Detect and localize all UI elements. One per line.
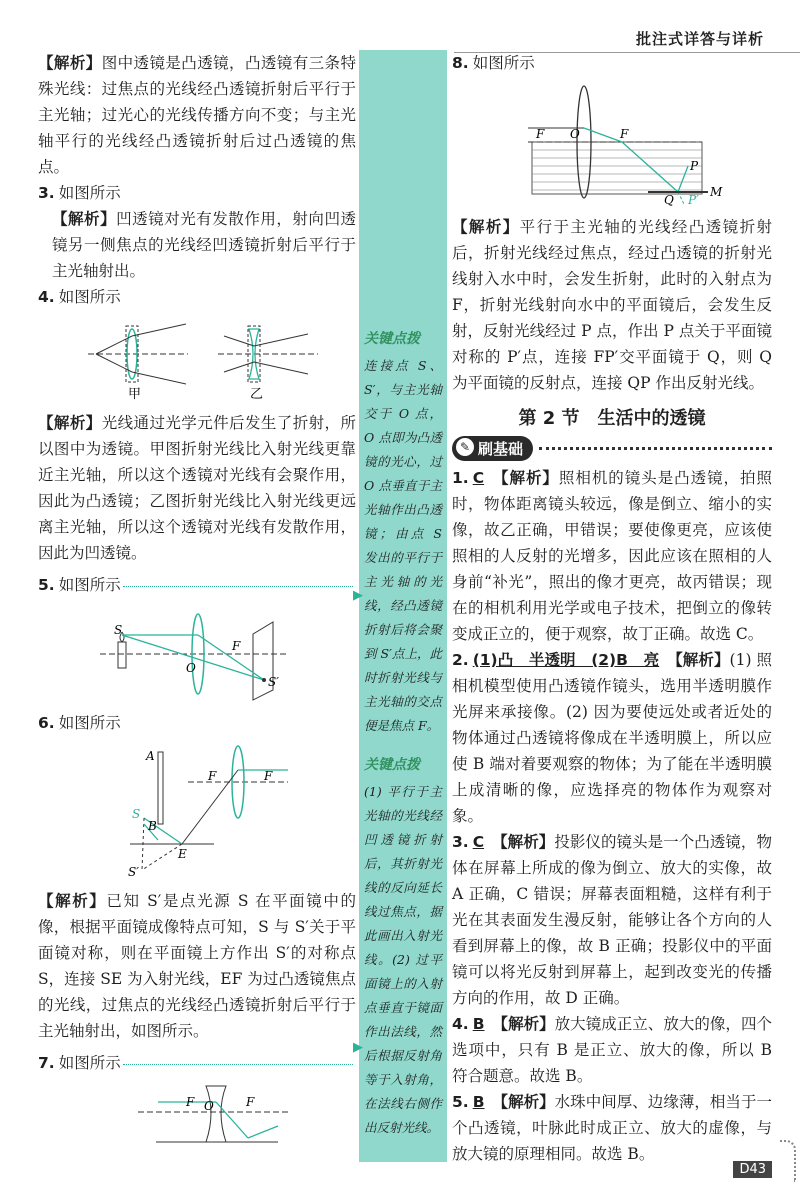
keypoint-text-1: 连接点 S、S′，与主光轴交于 O 点，O 点即为凸透镜的光心，过 O 点垂直于主光轴作出凸透镜；由点 S 发出的平行于主光轴的光线，经凸透镜折射后将会聚到 S′点上，此时折射光线与主光轴的交点便是焦点 F。: [364, 358, 442, 733]
q3-heading: [38, 180, 356, 206]
right-column: [452, 50, 772, 1167]
label-F-right: F: [264, 769, 273, 783]
header-title: 批注式详答与详析: [635, 30, 764, 48]
q2-explanation: [38, 50, 356, 180]
leader-dots: [123, 1064, 353, 1065]
explanation-text: 已知 S′是点光源 S 在平面镜中的像，根据平面镜成像特点可知，S 与 S′关于平面镜对称，则在平面镜上方作出 S′的对称点 S，连接 SE 为入射光线，EF 为过凸透镜焦点的光线，过焦点的光线经凸透镜折射后平行于主光轴射出，如图所示。: [38, 892, 356, 1040]
answer-4: [452, 1011, 772, 1089]
explanation-text: 放大镜成正立、放大的像，四个选项中，只有 B 是正立、放大的像，所以 B 符合题意。故选 B。: [452, 1015, 772, 1085]
question-number: 3.: [38, 184, 55, 202]
explanation-text: 投影仪的镜头是一个凸透镜，物体在屏幕上所成的像为倒立、放大的实像，故 A 正确，C 错误；屏幕表面粗糙，这样有利于光在其表面发生漫反射，能够让各个方向的人看到屏幕上的像，故 B 正确；投影仪中的平面镜可以将光反射到屏幕上，起到改变光的传播方向的作用，故 D 正确。: [452, 833, 772, 1007]
q6-heading: [38, 710, 356, 736]
explanation-tag: 【解析】: [452, 217, 520, 236]
keypoint-content: [364, 326, 442, 1140]
label-P: P: [690, 159, 699, 173]
badge-dots: [539, 447, 772, 450]
leader-dots: [123, 586, 353, 587]
q8-explanation: [452, 214, 772, 396]
brush-icon: ✎: [456, 438, 474, 456]
label-O: O: [570, 127, 580, 141]
label-Q: Q: [664, 193, 674, 206]
badge-label: 刷基础: [478, 440, 524, 458]
explanation-text: 照相机的镜头是凸透镜，拍照时，物体距离镜头较远，像是倒立、缩小的实像，故乙正确，甲错误；要使像更亮，应该使照相的人反射的光增多，因此应该在照相的人身前“补光”，照出的像才更亮，故丙错误；现在的相机利用光学或电子技术，把倒立的像转变成正立的，便于观察，故丁正确。故选 C。: [452, 469, 772, 643]
question-number: 3.: [452, 833, 469, 851]
question-title: 如图所示: [58, 288, 121, 306]
question-title: 如图所示: [58, 1054, 121, 1072]
page-number: D43: [733, 1161, 772, 1178]
q8-heading: [452, 50, 772, 76]
explanation-tag: 【解析】: [492, 468, 559, 487]
keypoint-sidebar: [359, 50, 447, 1162]
label-B: B: [148, 819, 157, 833]
question-number: 8.: [452, 54, 469, 72]
answer-5: [452, 1089, 772, 1167]
q8-lens-figure: [452, 80, 772, 206]
pointer-arrow-icon: ▶: [353, 1040, 363, 1055]
q5-heading: [38, 572, 356, 598]
q4-heading: [38, 284, 356, 310]
label-P-prime: P′: [688, 193, 699, 206]
explanation-tag: 【解析】: [492, 832, 555, 851]
q4-lens-figure: [38, 314, 356, 402]
label-A: A: [146, 749, 155, 763]
q7-lens-figure: [38, 1080, 356, 1150]
answer-choice: (1)凸 半透明 (2)B 亮: [472, 651, 660, 669]
question-title: 如图所示: [472, 54, 535, 72]
q6-explanation: [38, 888, 356, 1044]
q6-lens-figure: [38, 740, 356, 880]
label-S-prime: S′: [268, 675, 279, 689]
label-O: O: [204, 1099, 214, 1113]
question-number: 2.: [452, 651, 469, 669]
q3-explanation: [38, 206, 356, 284]
basic-practice-badge: [452, 436, 533, 461]
question-number: 6.: [38, 714, 55, 732]
explanation-tag: 【解析】: [38, 413, 102, 432]
explanation-tag: 【解析】: [667, 650, 730, 669]
q7-heading: [38, 1050, 356, 1076]
badge-row: [452, 436, 772, 461]
keypoint-title-1: 关键点拨: [364, 331, 420, 347]
explanation-text: (1) 照相机模型使用凸透镜作镜头，选用半透明膜作光屏来承接像。(2) 因为要使远处或者近处的物体通过凸透镜将像成在半透明膜上，所以应使 B 端对着要观察的物体；为了能在半透明膜上成清晰的像，应选择亮的物体作为观察对象。: [452, 651, 772, 825]
question-title: 如图所示: [58, 714, 121, 732]
label-S-prime: S′: [128, 865, 139, 879]
question-number: 4.: [38, 288, 55, 306]
explanation-tag: 【解析】: [492, 1014, 555, 1033]
corner-decoration: [780, 1140, 796, 1182]
label-F-right: F: [620, 127, 629, 141]
question-number: 5.: [38, 576, 55, 594]
explanation-text: 凹透镜对光有发散作用，射向凹透镜另一侧焦点的光线经凹透镜折射后平行于主光轴射出。: [52, 210, 356, 280]
label-F-right: F: [246, 1095, 255, 1109]
explanation-tag: 【解析】: [38, 53, 102, 72]
answer-2: [452, 647, 772, 829]
q4-explanation: [38, 410, 356, 566]
label-E: E: [178, 847, 187, 861]
label-yi: 乙: [250, 387, 264, 402]
label-S: S: [132, 807, 141, 821]
answer-3: [452, 829, 772, 1011]
answer-choice: C: [472, 833, 485, 851]
question-number: 4.: [452, 1015, 469, 1033]
keypoint-title-2: 关键点拨: [364, 757, 420, 773]
question-number: 5.: [452, 1093, 469, 1111]
explanation-text: 图中透镜是凸透镜，凸透镜有三条特殊光线：过焦点的光线经凸透镜折射后平行于主光轴；过光心的光线传播方向不变；与主光轴平行的光线经凸透镜折射后过凸透镜的焦点。: [38, 54, 356, 176]
label-S: S: [114, 623, 123, 637]
question-number: 1.: [452, 469, 469, 487]
question-title: 如图所示: [58, 576, 121, 594]
answer-choice: B: [472, 1015, 485, 1033]
explanation-text: 光线通过光学元件后发生了折射，所以图中为透镜。甲图折射光线比入射光线更靠近主光轴，所以这个透镜对光线有会聚作用，因此为凸透镜；乙图折射光线比入射光线更远离主光轴，所以这个透镜对光线有发散作用，因此为凹透镜。: [38, 414, 356, 562]
pointer-arrow-icon: ▶: [353, 588, 363, 603]
answer-choice: B: [472, 1093, 485, 1111]
answer-1: [452, 465, 772, 647]
explanation-tag: 【解析】: [38, 891, 107, 910]
keypoint-text-2: (1) 平行于主光轴的光线经凹透镜折射后，其折射光线的反向延长线过焦点，据此画出入射光线。(2) 过平面镜上的入射点垂直于镜面作出法线，然后根据反射角等于入射角，在法线右侧作出反射光线。: [364, 784, 442, 1135]
label-F-left: F: [186, 1095, 195, 1109]
label-jia: 甲: [128, 387, 142, 402]
question-number: 7.: [38, 1054, 55, 1072]
q5-lens-figure: [38, 602, 356, 702]
label-M: M: [710, 185, 723, 199]
explanation-tag: 【解析】: [492, 1092, 555, 1111]
label-F-left: F: [536, 127, 545, 141]
explanation-tag: 【解析】: [52, 209, 117, 228]
label-F-left: F: [208, 769, 217, 783]
left-column: [38, 50, 356, 1158]
explanation-text: 水珠中间厚、边缘薄，相当于一个凸透镜，叶脉此时成正立、放大的虚像，与放大镜的原理相同。故选 B。: [452, 1093, 772, 1163]
question-title: 如图所示: [58, 184, 121, 202]
answer-choice: C: [472, 469, 485, 487]
explanation-text: 平行于主光轴的光线经凸透镜折射后，折射光线经过焦点，经过凸透镜的折射光线射入水中时，会发生折射，此时的入射点为 F，折射光线射向水中的平面镜后，会发生反射，反射光线经过 P 点，作出 P 点关于平面镜对称的 P′点，连接 FP′交平面镜于 Q，则 Q 为平面镜的反射点，连接 QP 作出反射光线。: [452, 218, 772, 392]
section-title: 第 2 节 生活中的透镜: [518, 408, 706, 429]
label-F: F: [232, 639, 241, 653]
label-O: O: [186, 661, 196, 675]
